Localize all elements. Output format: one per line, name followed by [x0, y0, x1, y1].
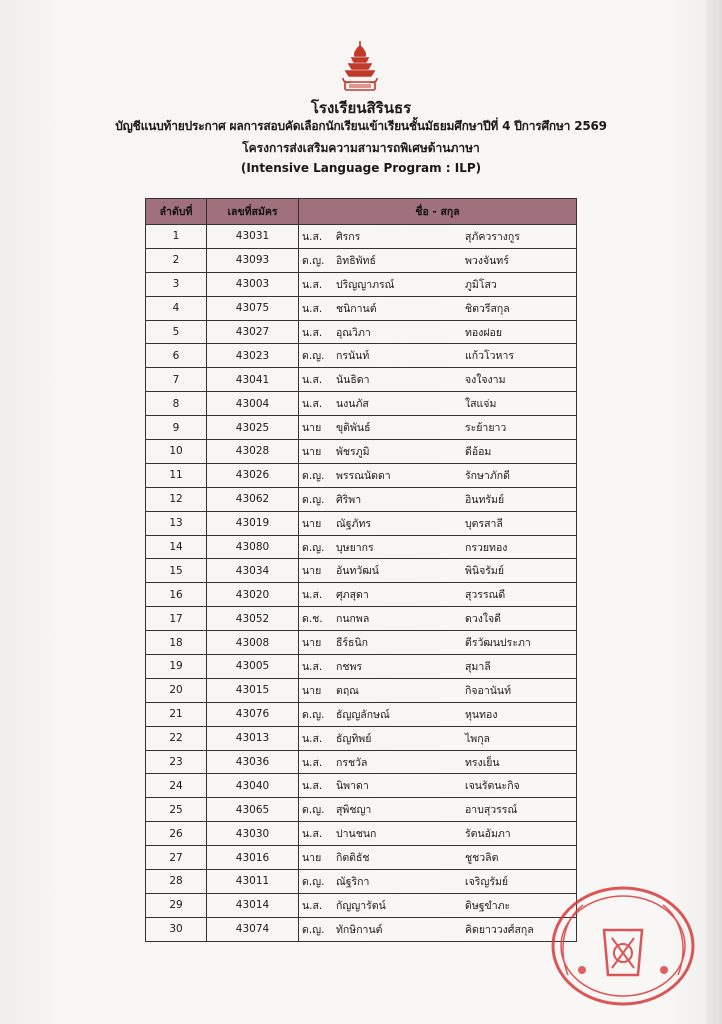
row-application-no: 43052: [207, 607, 299, 631]
first-name: กชพร: [336, 660, 363, 673]
first-name: ตฤณ: [336, 684, 359, 697]
name-prefix: น.ส.: [302, 398, 323, 411]
table-row: [146, 583, 577, 607]
row-full-name: [299, 607, 577, 631]
row-application-no: 43015: [207, 678, 299, 702]
table-row: [146, 296, 577, 320]
first-name: อุณวิภา: [336, 326, 371, 339]
row-application-no: 43011: [207, 870, 299, 894]
last-name: สุภัควรางกูร: [465, 230, 520, 243]
last-name: พินิจรัมย์: [465, 565, 504, 578]
first-name: ณัฐริกา: [336, 875, 370, 888]
row-order: 3: [146, 272, 207, 296]
last-name: กิจอานันท์: [465, 684, 511, 697]
name-prefix: นาย: [302, 637, 322, 650]
last-name: ดีอ้อม: [465, 445, 492, 458]
last-name: ดิษฐขำภะ: [465, 899, 511, 912]
row-full-name: [299, 392, 577, 416]
table-row: [146, 917, 577, 941]
last-name: บุตรสาลี: [465, 517, 503, 530]
row-order: 16: [146, 583, 207, 607]
row-full-name: [299, 870, 577, 894]
row-application-no: 43036: [207, 750, 299, 774]
row-order: 19: [146, 655, 207, 679]
row-order: 12: [146, 487, 207, 511]
header-order: ลำดับที่: [146, 199, 207, 225]
row-full-name: [299, 774, 577, 798]
table-row: [146, 893, 577, 917]
row-application-no: 43014: [207, 893, 299, 917]
row-full-name: [299, 463, 577, 487]
name-prefix: น.ส.: [302, 732, 323, 745]
row-application-no: 43040: [207, 774, 299, 798]
first-name: นันธิดา: [336, 374, 370, 387]
last-name: รัตนอัมภา: [465, 828, 511, 841]
name-prefix: ด.ช.: [302, 613, 323, 626]
row-order: 24: [146, 774, 207, 798]
table-row: [146, 607, 577, 631]
row-order: 13: [146, 511, 207, 535]
table-row: [146, 631, 577, 655]
name-prefix: น.ส.: [302, 660, 323, 673]
last-name: อินทรัมย์: [465, 493, 505, 506]
row-order: 8: [146, 392, 207, 416]
page-edge-shadow: [706, 0, 722, 1024]
first-name: กิตติธัช: [336, 852, 370, 865]
row-full-name: [299, 822, 577, 846]
first-name: กรนันท์: [336, 350, 370, 363]
table-row: [146, 726, 577, 750]
row-full-name: [299, 893, 577, 917]
table-row: [146, 392, 577, 416]
name-prefix: ด.ญ.: [302, 708, 325, 721]
row-full-name: [299, 559, 577, 583]
row-application-no: 43065: [207, 798, 299, 822]
name-prefix: ด.ญ.: [302, 493, 325, 506]
last-name: ระย้ายาว: [465, 422, 507, 435]
name-prefix: นาย: [302, 422, 322, 435]
table-row: [146, 750, 577, 774]
table-row: [146, 344, 577, 368]
row-order: 7: [146, 368, 207, 392]
first-name: พรรณนัดดา: [336, 469, 391, 482]
name-prefix: น.ส.: [302, 589, 323, 602]
row-application-no: 43031: [207, 225, 299, 249]
first-name: อันทวัฒน์: [336, 565, 379, 578]
row-order: 10: [146, 440, 207, 464]
table-row: [146, 320, 577, 344]
name-prefix: นาย: [302, 684, 322, 697]
row-order: 28: [146, 870, 207, 894]
first-name: ขุติพันธ์: [336, 422, 371, 435]
last-name: พวงจันทร์: [465, 254, 509, 267]
row-application-no: 43062: [207, 487, 299, 511]
row-application-no: 43026: [207, 463, 299, 487]
row-application-no: 43020: [207, 583, 299, 607]
last-name: สุวรรณดี: [465, 589, 506, 602]
last-name: ใสแจ่ม: [465, 398, 497, 411]
first-name: กรชวัล: [336, 756, 368, 769]
row-order: 25: [146, 798, 207, 822]
row-order: 29: [146, 893, 207, 917]
row-order: 14: [146, 535, 207, 559]
row-application-no: 43004: [207, 392, 299, 416]
first-name: ชนิกานต์: [336, 302, 377, 315]
program-title: โครงการส่งเสริมความสามารถพิเศษด้านภาษา: [242, 141, 480, 155]
first-name: กัญญารัตน์: [336, 899, 386, 912]
row-full-name: [299, 320, 577, 344]
row-full-name: [299, 726, 577, 750]
name-prefix: ด.ญ.: [302, 923, 325, 936]
last-name: แก้วโวหาร: [465, 350, 515, 363]
row-full-name: [299, 368, 577, 392]
row-full-name: [299, 702, 577, 726]
row-application-no: 43019: [207, 511, 299, 535]
last-name: ชิตวรีสกุล: [465, 302, 510, 315]
last-name: ภูมิโสว: [465, 278, 497, 291]
row-application-no: 43025: [207, 416, 299, 440]
first-name: นิพาดา: [336, 780, 369, 793]
last-name: ตีรวัฒนประภา: [465, 637, 531, 650]
school-seal-stamp: [538, 880, 698, 1008]
table-header-row: [146, 199, 577, 225]
table-row: [146, 774, 577, 798]
name-prefix: น.ส.: [302, 756, 323, 769]
table-row: [146, 272, 577, 296]
row-full-name: [299, 511, 577, 535]
row-application-no: 43074: [207, 917, 299, 941]
last-name: หุนทอง: [465, 708, 498, 721]
table-row: [146, 416, 577, 440]
row-application-no: 43093: [207, 248, 299, 272]
row-application-no: 43016: [207, 846, 299, 870]
last-name: คิดยาววงศ์สกุล: [465, 923, 534, 936]
row-full-name: [299, 583, 577, 607]
row-order: 11: [146, 463, 207, 487]
first-name: นงนภัส: [336, 398, 369, 411]
row-order: 21: [146, 702, 207, 726]
name-prefix: นาย: [302, 852, 322, 865]
row-application-no: 43005: [207, 655, 299, 679]
row-application-no: 43003: [207, 272, 299, 296]
name-prefix: ด.ญ.: [302, 469, 325, 482]
first-name: บุษยากร: [336, 541, 374, 554]
first-name: สุพิชญา: [336, 804, 372, 817]
table-row: [146, 870, 577, 894]
last-name: ทรงเย็น: [465, 756, 500, 769]
row-application-no: 43034: [207, 559, 299, 583]
name-prefix: ด.ญ.: [302, 254, 325, 267]
header-application-no: เลขที่สมัคร: [207, 199, 299, 225]
name-prefix: น.ส.: [302, 899, 323, 912]
row-full-name: [299, 917, 577, 941]
row-order: 20: [146, 678, 207, 702]
school-title: โรงเรียนสิรินธร: [310, 99, 412, 117]
first-name: ธัญญลักษณ์: [336, 708, 390, 721]
first-name: กนกพล: [336, 613, 370, 626]
row-application-no: 43075: [207, 296, 299, 320]
row-full-name: [299, 272, 577, 296]
row-order: 4: [146, 296, 207, 320]
row-full-name: [299, 678, 577, 702]
row-application-no: 43076: [207, 702, 299, 726]
announcement-title: บัญชีแนบท้ายประกาศ ผลการสอบคัดเลือกนักเรียนเข้าเรียนชั้นมัธยมศึกษาปีที่ 4 ปีการศึกษา 2569: [115, 119, 607, 133]
row-application-no: 43023: [207, 344, 299, 368]
name-prefix: น.ส.: [302, 230, 323, 243]
row-application-no: 43041: [207, 368, 299, 392]
row-application-no: 43027: [207, 320, 299, 344]
results-table: [145, 198, 577, 942]
row-full-name: [299, 631, 577, 655]
first-name: ศิริพา: [336, 493, 362, 506]
row-order: 23: [146, 750, 207, 774]
row-full-name: [299, 846, 577, 870]
first-name: พัชรภูมิ: [336, 445, 370, 458]
row-full-name: [299, 798, 577, 822]
last-name: เจริญรัมย์: [465, 875, 509, 888]
name-prefix: น.ส.: [302, 374, 323, 387]
last-name: กรวยทอง: [465, 541, 508, 554]
row-order: 2: [146, 248, 207, 272]
table-row: [146, 440, 577, 464]
table-row: [146, 655, 577, 679]
last-name: รักษาภักดี: [465, 469, 510, 482]
name-prefix: น.ส.: [302, 326, 323, 339]
first-name: ปริญญาภรณ์: [336, 278, 395, 291]
name-prefix: น.ส.: [302, 828, 323, 841]
row-application-no: 43030: [207, 822, 299, 846]
row-order: 15: [146, 559, 207, 583]
program-subtitle: (Intensive Language Program : ILP): [240, 161, 482, 175]
row-order: 30: [146, 917, 207, 941]
last-name: ทองฝอย: [465, 326, 502, 339]
name-prefix: นาย: [302, 517, 322, 530]
table-row: [146, 368, 577, 392]
row-order: 17: [146, 607, 207, 631]
row-order: 26: [146, 822, 207, 846]
table-row: [146, 702, 577, 726]
last-name: ดวงใจดี: [465, 613, 501, 626]
row-full-name: [299, 225, 577, 249]
last-name: อาบสุวรรณ์: [465, 804, 518, 817]
first-name: ธัญทิพย์: [336, 732, 372, 745]
table-row: [146, 798, 577, 822]
name-prefix: ด.ญ.: [302, 350, 325, 363]
row-order: 1: [146, 225, 207, 249]
table-row: [146, 678, 577, 702]
row-application-no: 43080: [207, 535, 299, 559]
table-row: [146, 487, 577, 511]
school-emblem-icon: [337, 38, 383, 94]
header-full-name: ชื่อ - สกุล: [299, 199, 577, 225]
name-prefix: น.ส.: [302, 780, 323, 793]
row-full-name: [299, 248, 577, 272]
row-application-no: 43028: [207, 440, 299, 464]
row-full-name: [299, 344, 577, 368]
first-name: ทักษิกานต์: [336, 923, 383, 936]
row-order: 9: [146, 416, 207, 440]
row-full-name: [299, 655, 577, 679]
table-row: [146, 225, 577, 249]
last-name: จงใจงาม: [465, 374, 506, 387]
table-row: [146, 248, 577, 272]
row-application-no: 43008: [207, 631, 299, 655]
last-name: สุมาลี: [465, 660, 491, 673]
first-name: ธีร์ธนิก: [336, 637, 368, 650]
row-full-name: [299, 440, 577, 464]
name-prefix: ด.ญ.: [302, 875, 325, 888]
last-name: เจนรัตนะกิจ: [465, 780, 520, 793]
table-row: [146, 463, 577, 487]
name-prefix: ด.ญ.: [302, 804, 325, 817]
row-full-name: [299, 535, 577, 559]
row-order: 27: [146, 846, 207, 870]
row-full-name: [299, 750, 577, 774]
name-prefix: นาย: [302, 445, 322, 458]
table-row: [146, 846, 577, 870]
first-name: ปานชนก: [336, 828, 377, 841]
name-prefix: นาย: [302, 565, 322, 578]
row-order: 6: [146, 344, 207, 368]
row-application-no: 43013: [207, 726, 299, 750]
row-full-name: [299, 487, 577, 511]
last-name: ไพกุล: [465, 732, 490, 745]
first-name: ศุภสุดา: [336, 589, 369, 602]
table-row: [146, 535, 577, 559]
table-row: [146, 511, 577, 535]
name-prefix: น.ส.: [302, 302, 323, 315]
row-full-name: [299, 416, 577, 440]
last-name: ชูชวลิต: [465, 852, 499, 865]
table-row: [146, 822, 577, 846]
name-prefix: น.ส.: [302, 278, 323, 291]
table-row: [146, 559, 577, 583]
row-order: 5: [146, 320, 207, 344]
first-name: ศิรกร: [336, 230, 361, 243]
first-name: ณัฐภัทร: [336, 517, 372, 530]
name-prefix: ด.ญ.: [302, 541, 325, 554]
row-order: 22: [146, 726, 207, 750]
row-full-name: [299, 296, 577, 320]
first-name: อิทธิพัทธ์: [336, 254, 376, 267]
row-order: 18: [146, 631, 207, 655]
